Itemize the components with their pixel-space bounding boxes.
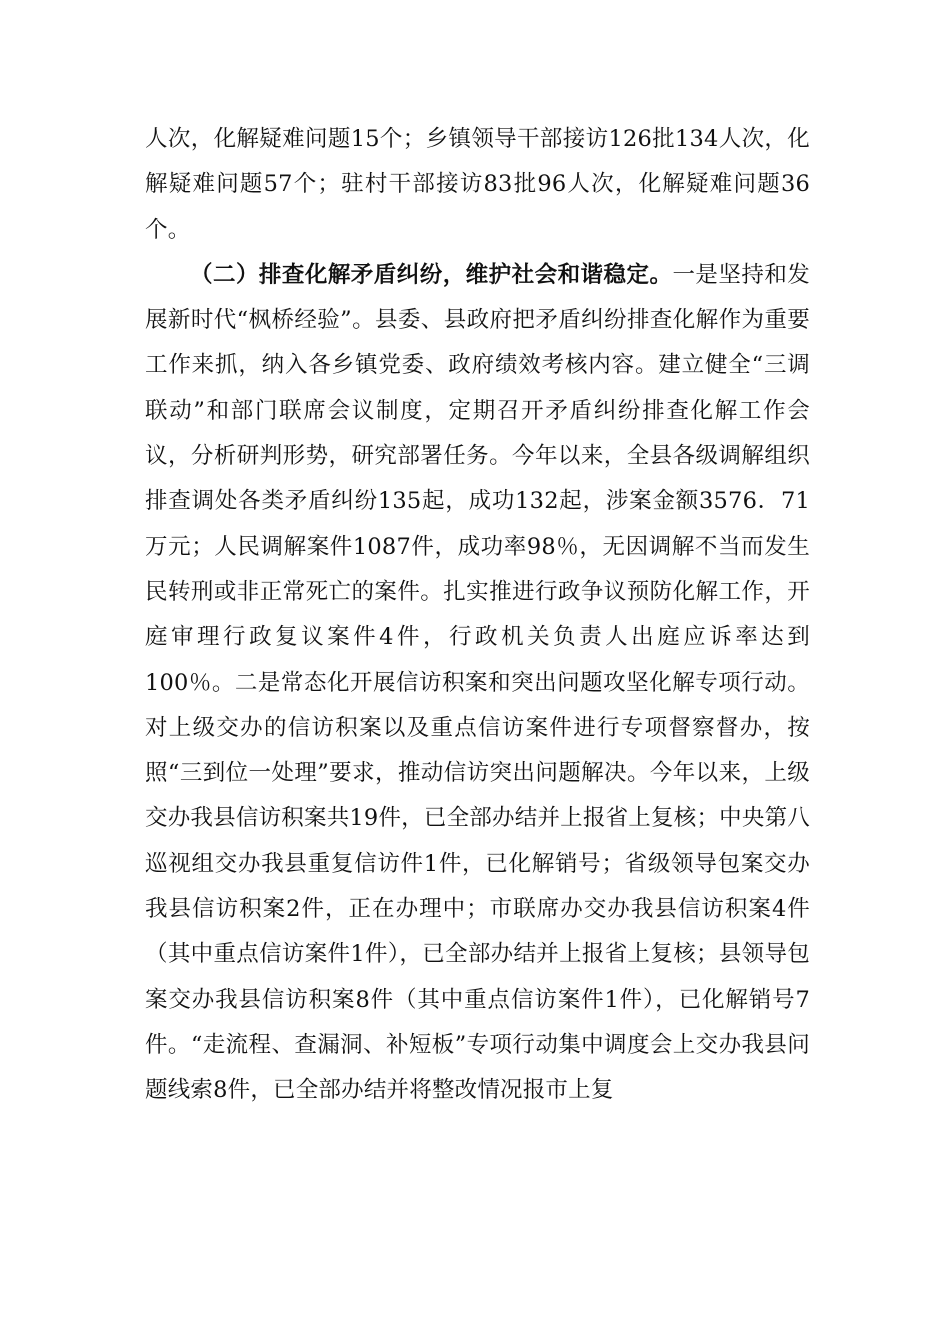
paragraph-continuation (145, 117, 810, 253)
paragraph-section-two (145, 253, 810, 1114)
section-heading: （二）排查化解矛盾纠纷，维护社会和谐稳定。 (190, 261, 673, 288)
paragraph-text: 一是坚持和发展新时代“枫桥经验”。县委、县政府把矛盾纠纷排查化解作为重要工作来抓，纳入各乡镇党委、政府绩效考核内容。建立健全“三调联动”和部门联席会议制度，定期召开矛盾纠纷排查化解工作会议，分析研判形势，研究部署任务。今年以来，全县各级调解组织排查调处各类矛盾纠纷135起，成功132起，涉案金额3576．71万元；人民调解案件1087件，成功率98％，无因调解不当而发生民转刑或非正常死亡的案件。扎实推进行政争议预防化解工作，开庭审理行政复议案件4件，行政机关负责人出庭应诉率达到100％。二是常态化开展信访积案和突出问题攻坚化解专项行动。对上级交办的信访积案以及重点信访案件进行专项督察督办，按照“三到位一处理”要求，推动信访突出问题解决。今年以来，上级交办我县信访积案共19件，已全部办结并上报省上复核；中央第八巡视组交办我县重复信访件1件，已化解销号；省级领导包案交办我县信访积案2件，正在办理中；市联席办交办我县信访积案4件（其中重点信访案件1件），已全部办结并上报省上复核；县领导包案交办我县信访积案8件（其中重点信访案件1件），已化解销号7件。“走流程、查漏洞、补短板”专项行动集中调度会上交办我县问题线索8件，已全部办结并将整改情况报市上复 (145, 261, 811, 1104)
body-text (145, 117, 810, 1114)
paragraph-text: 人次，化解疑难问题15个；乡镇领导干部接访126批134人次，化解疑难问题57个；驻村干部接访83批96人次，化解疑难问题36个。 (145, 126, 810, 243)
